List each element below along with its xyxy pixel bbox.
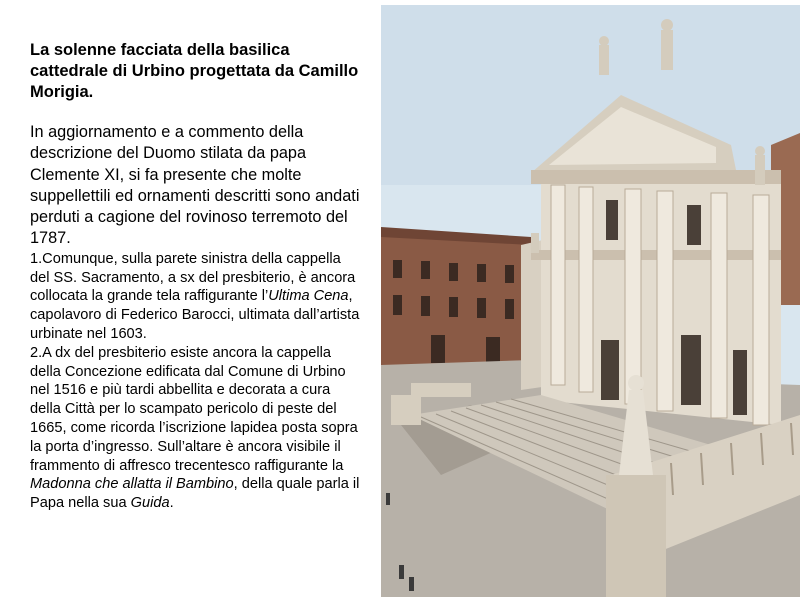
paragraph-2-text-middle: , della quale parla il Papa nella sua: [30, 476, 360, 512]
paragraph-2-text: 2.A dx del presbiterio esiste ancora la cappella della Concezione edificata dal Comune di Urbino nel 1516 e più tardi abbellita e decorata a cura della Città per lo scampato pericolo di peste del 1665, come ricorda l’iscrizione lapidea posta sopra la porta d’ingresso. Sull’altare è ancora visibile il frammento di affresco trecentesco raffigurante la: [30, 344, 358, 474]
paragraph-1-text: 1.Comunque, sulla parete sinistra della cappella del SS. Sacramento, a sx del presbiterio, è ancora collocata la grande tela raffigurante l’: [30, 250, 356, 305]
paragraph-1-text-end: , capolavoro di Federico Barocci, ultimata dall’artista urbinate nel 1603.: [30, 288, 360, 342]
source-title-guida: Guida: [130, 495, 170, 512]
text-column: [30, 40, 360, 513]
paragraph-2: [30, 344, 360, 513]
paragraph-1: [30, 250, 360, 344]
artwork-title-ultima-cena: Ultima Cena: [268, 288, 349, 305]
artwork-title-madonna: Madonna che allatta il Bambino: [30, 476, 234, 493]
intro-paragraph: In aggiornamento e a commento della descrizione del Duomo stilata da papa Clemente XI, si fa presente che molte suppellettili ed ornamenti descritti sono andati perduti a cagione del rovinoso terremoto del 1787.: [30, 123, 360, 248]
paragraph-2-text-end: .: [169, 495, 174, 512]
cathedral-photo: [381, 5, 800, 597]
caption-heading: La solenne facciata della basilica cattedrale di Urbino progettata da Camillo Morigia.: [30, 41, 359, 101]
